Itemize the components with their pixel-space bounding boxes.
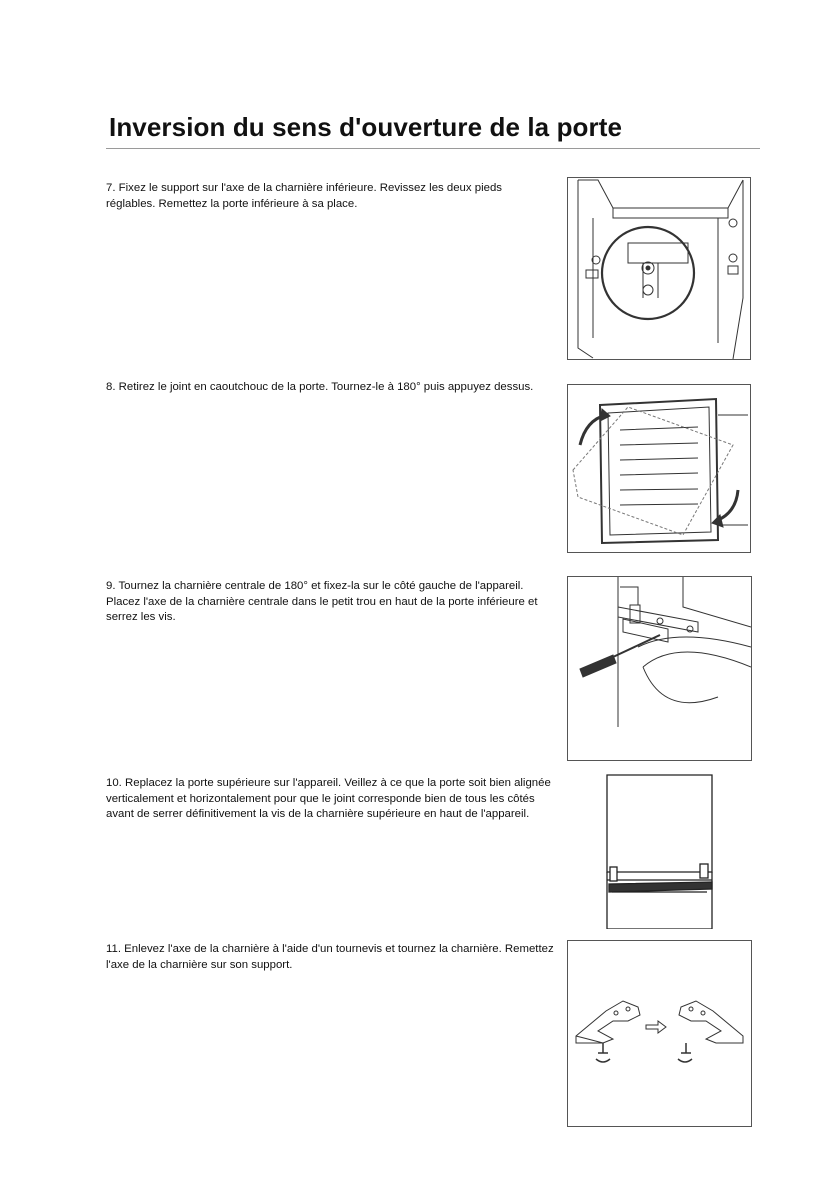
page-title: Inversion du sens d'ouverture de la porte [109, 112, 623, 142]
title-divider [106, 148, 760, 149]
step-number: 11. [106, 943, 121, 955]
step-number: 10. [106, 777, 122, 789]
step-number: 8. [106, 381, 116, 393]
step-number: 9. [106, 580, 116, 592]
step-7-text [106, 181, 554, 212]
step-description: Retirez le joint en caoutchouc de la porte. Tournez-le à 180° puis appuyez dessus. [118, 381, 534, 393]
step-11-text [106, 942, 554, 973]
step-9-text [106, 579, 554, 626]
step-10-text [106, 776, 554, 823]
step-number: 7. [106, 182, 116, 194]
lower-hinge-bracket-illustration-icon [567, 177, 751, 360]
step-8-text [106, 380, 554, 396]
step-description: Replacez la porte supérieure sur l'appareil. Veillez à ce que la porte soit bien alignée verticalement et horizontalement pour que le joint corresponde bien de tous les côtés avant de serrer définitivement la vis de la charnière supérieure en haut de l'appareil. [106, 777, 551, 820]
upper-door-alignment-illustration-icon [604, 772, 716, 929]
middle-hinge-screwdriver-illustration-icon [567, 576, 752, 761]
step-description: Fixez le support sur l'axe de la charnière inférieure. Revissez les deux pieds réglables. Remettez la porte inférieure à sa place. [106, 182, 502, 210]
door-gasket-rotation-illustration-icon [567, 384, 751, 553]
step-description: Tournez la charnière centrale de 180° et fixez-la sur le côté gauche de l'appareil. Placez l'axe de la charnière centrale dans le petit trou en haut de la porte inférieure et serrez les vis. [106, 580, 538, 623]
hinge-axis-swap-illustration-icon [567, 940, 752, 1127]
step-description: Enlevez l'axe de la charnière à l'aide d'un tournevis et tournez la charnière. Remettez l'axe de la charnière sur son support. [106, 943, 554, 971]
